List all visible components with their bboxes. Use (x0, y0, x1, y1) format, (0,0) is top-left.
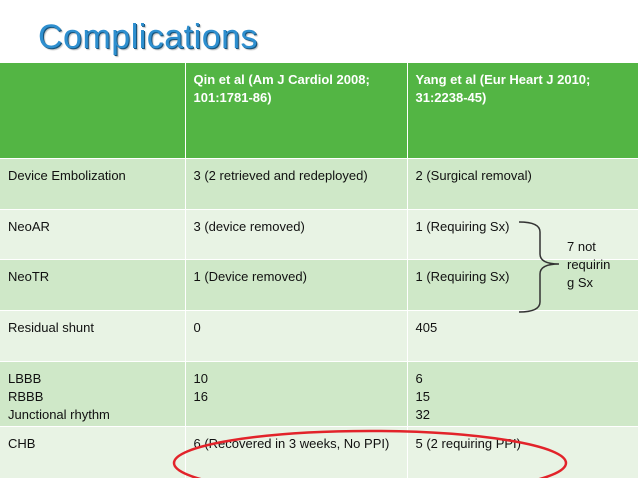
row-qin-value: 1 (Device removed) (185, 259, 407, 310)
row-label: NeoAR (0, 209, 185, 259)
row-yang-value: 1 (Requiring Sx) (407, 259, 638, 310)
row-label: LBBB RBBB Junctional rhythm (0, 361, 185, 426)
row-qin-value: 0 (185, 310, 407, 361)
table-row (0, 426, 638, 478)
brace-note: 7 not requirin g Sx (567, 239, 611, 290)
table-row (0, 310, 638, 361)
row-label: NeoTR (0, 259, 185, 310)
row-yang-value: 405 (407, 310, 638, 361)
row-label: CHB (0, 426, 185, 478)
table-row (0, 158, 638, 209)
row-qin-value: 10 16 (185, 361, 407, 426)
header-cell-yang: Yang et al (Eur Heart J 2010; 31:2238-45) (407, 63, 638, 158)
row-yang-value: 1 (Requiring Sx) (407, 209, 638, 259)
row-qin-value: 3 (device removed) (185, 209, 407, 259)
row-yang-value: 5 (2 requiring PPI) (407, 426, 638, 478)
row-qin-value: 6 (Recovered in 3 weeks, No PPI) (185, 426, 407, 478)
table-row (0, 259, 638, 310)
header-cell-qin: Qin et al (Am J Cardiol 2008; 101:1781-86) (185, 63, 407, 158)
row-label: Residual shunt (0, 310, 185, 361)
row-qin-value: 3 (2 retrieved and redeployed) (185, 158, 407, 209)
header-cell-empty (0, 63, 185, 158)
table-row (0, 361, 638, 426)
row-label: Device Embolization (0, 158, 185, 209)
row-yang-value: 2 (Surgical removal) (407, 158, 638, 209)
row-yang-value: 6 15 32 (407, 361, 638, 426)
complications-table (0, 63, 638, 479)
slide-title: Complications (38, 18, 259, 56)
table-row (0, 209, 638, 259)
table-header-row (0, 63, 638, 158)
